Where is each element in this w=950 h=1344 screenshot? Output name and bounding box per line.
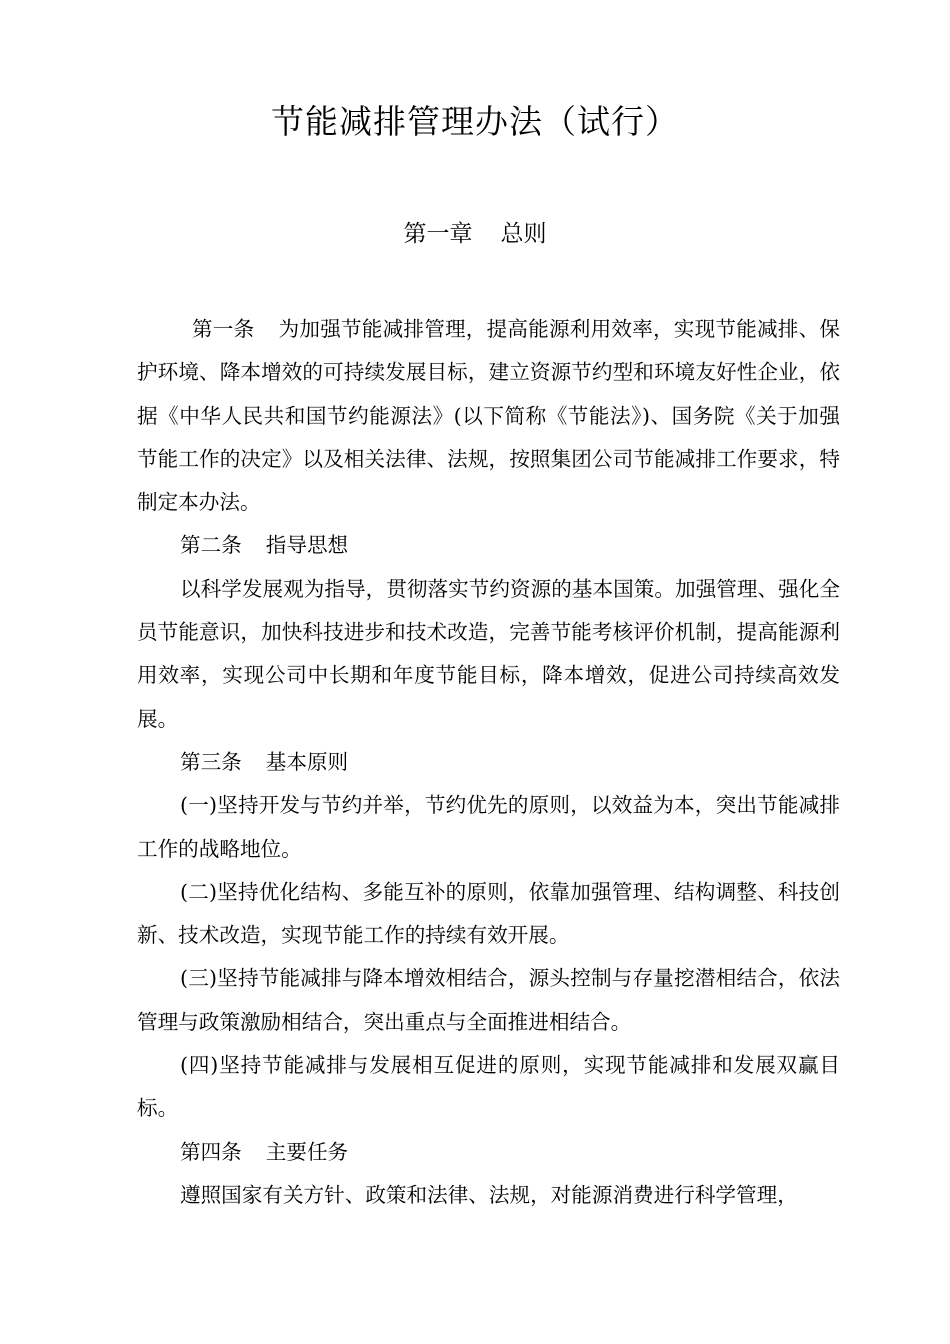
- chapter-number: 第一章: [403, 221, 473, 247]
- article-4-paragraph: 遵照国家有关方针、政策和法律、法规，对能源消费进行科学管理，: [180, 1182, 798, 1207]
- document-title: 节能减排管理办法（试行）: [271, 102, 679, 141]
- chapter-heading: [0, 212, 950, 256]
- article-3-item-2: (二)坚持优化结构、多能互补的原则，依靠加强管理、结构调整、科技创新、技术改造，实现节能工作的持续有效开展。: [137, 879, 840, 948]
- article-3-label: 第三条: [180, 749, 242, 774]
- article-3-item-1: (一)坚持开发与节约并举，节约优先的原则，以效益为本，突出节能减排工作的战略地位。: [137, 793, 840, 861]
- article-2-paragraph: 以科学发展观为指导，贯彻落实节约资源的基本国策。加强管理、强化全员节能意识，加快科技进步和技术改造，完善节能考核评价机制，提高能源利用效率，实现公司中长期和年度节能目标，降本增效，促进公司持续高效发展。: [137, 576, 840, 731]
- article-4-heading: [137, 1131, 840, 1174]
- document-body: [137, 308, 840, 1217]
- article-1-label: 第一条: [192, 317, 255, 341]
- article-4-label: 第四条: [180, 1139, 242, 1164]
- article-2-label: 第二条: [180, 533, 242, 558]
- article-2-title: 指导思想: [265, 533, 349, 558]
- chapter-name: 总则: [500, 221, 547, 247]
- article-4-title: 主要任务: [265, 1139, 349, 1164]
- article-3-heading: [137, 741, 840, 784]
- article-2-heading: [137, 524, 840, 567]
- article-1: [137, 308, 840, 524]
- article-3-item-4: (四)坚持节能减排与发展相互促进的原则，实现节能减排和发展双赢目标。: [137, 1053, 840, 1121]
- article-3-item-3: (三)坚持节能减排与降本增效相结合，源头控制与存量挖潜相结合，依法管理与政策激励相结合，突出重点与全面推进相结合。: [137, 966, 840, 1034]
- article-3-title: 基本原则: [265, 749, 349, 774]
- article-1-text: 为加强节能减排管理，提高能源利用效率，实现节能减排、保护环境、降本增效的可持续发展目标，建立资源节约型和环境友好性企业，依据《中华人民共和国节约能源法》(以下简称《节能法》)、国务院《关于加强节能工作的决定》以及相关法律、法规，按照集团公司节能减排工作要求，特制定本办法。: [137, 317, 841, 515]
